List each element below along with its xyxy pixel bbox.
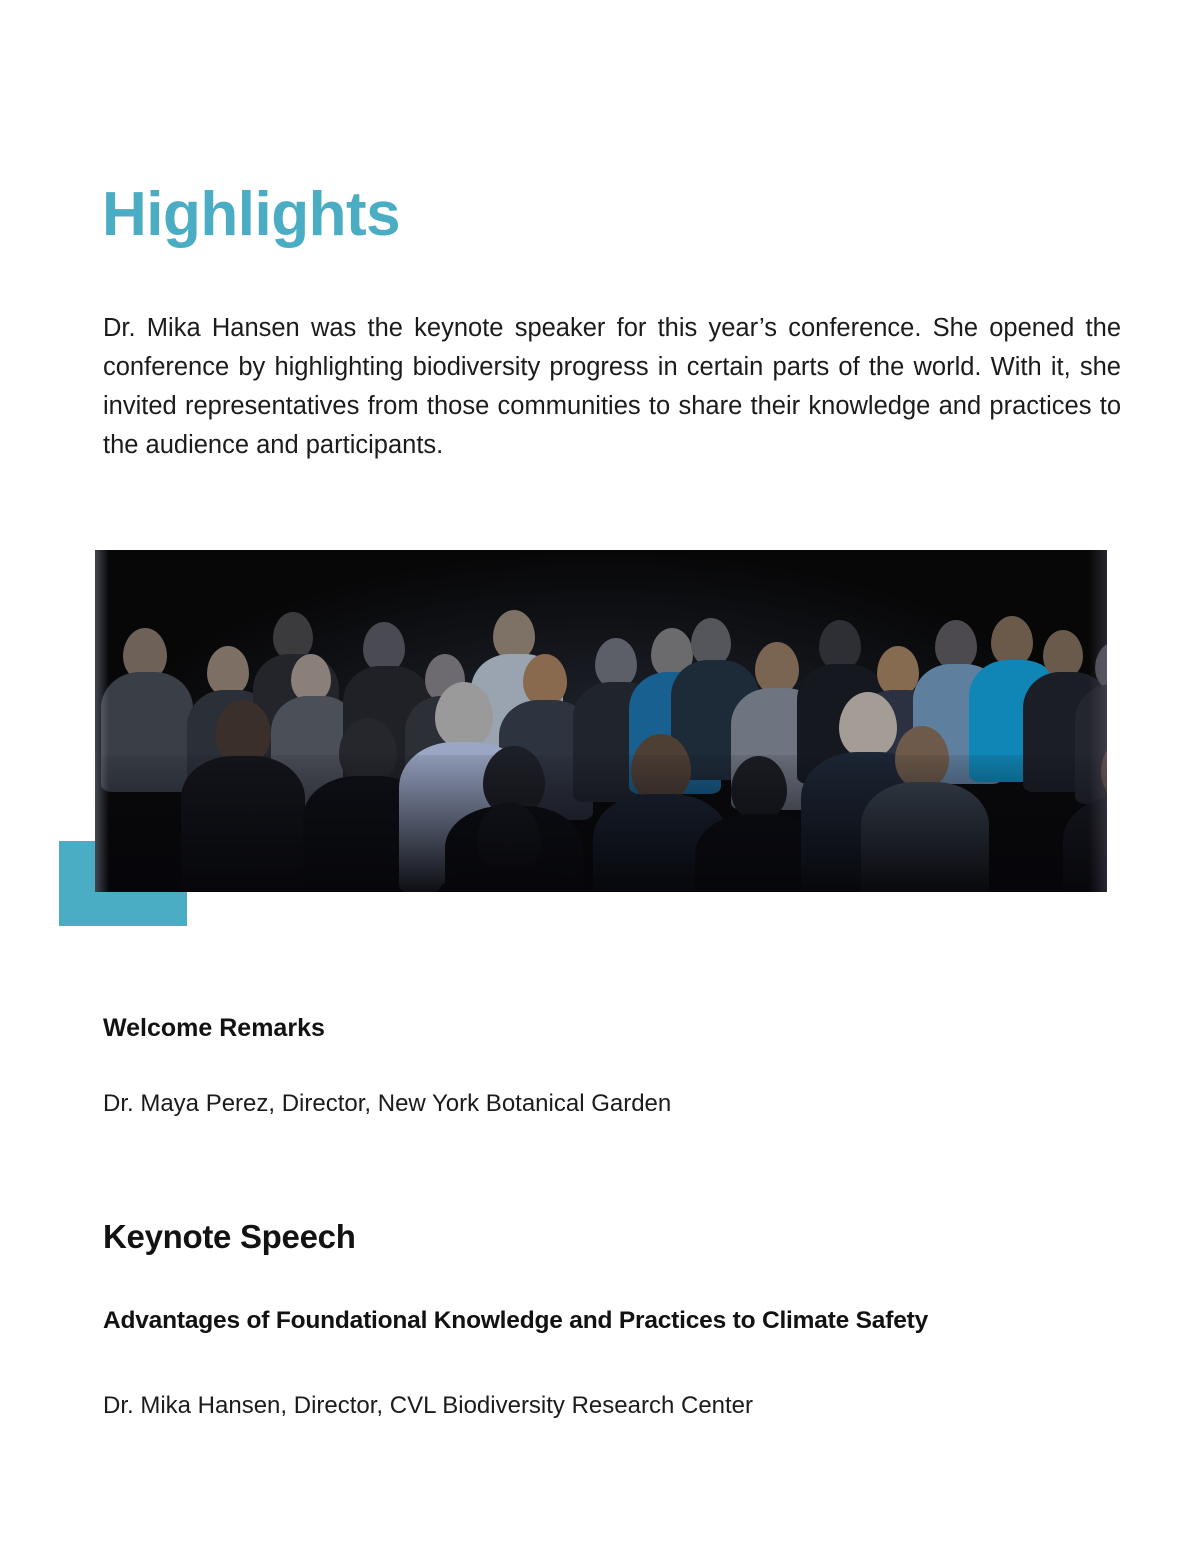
welcome-remarks-speaker: Dr. Maya Perez, Director, New York Botanical Garden — [103, 1090, 672, 1117]
foreground-shadow — [95, 755, 1107, 892]
keynote-speech-heading: Keynote Speech — [103, 1218, 356, 1255]
page-title: Highlights — [102, 179, 401, 249]
keynote-speech-speaker: Dr. Mika Hansen, Director, CVL Biodiversity Research Center — [103, 1392, 754, 1419]
keynote-speech-title: Advantages of Foundational Knowledge and Practices to Climate Safety — [103, 1307, 928, 1334]
left-edge-light — [95, 550, 109, 892]
intro-paragraph: Dr. Mika Hansen was the keynote speaker for this year’s conference. She opened the conference by highlighting biodiversity progress in certain parts of the world. With it, she invited representatives from those communities to share their knowledge and practices to the audience and participants. — [103, 313, 1121, 459]
conference-audience-photo — [95, 550, 1107, 892]
right-edge-light — [1089, 550, 1107, 892]
audience-photo-canvas — [95, 550, 1107, 892]
welcome-remarks-heading: Welcome Remarks — [103, 1014, 325, 1042]
